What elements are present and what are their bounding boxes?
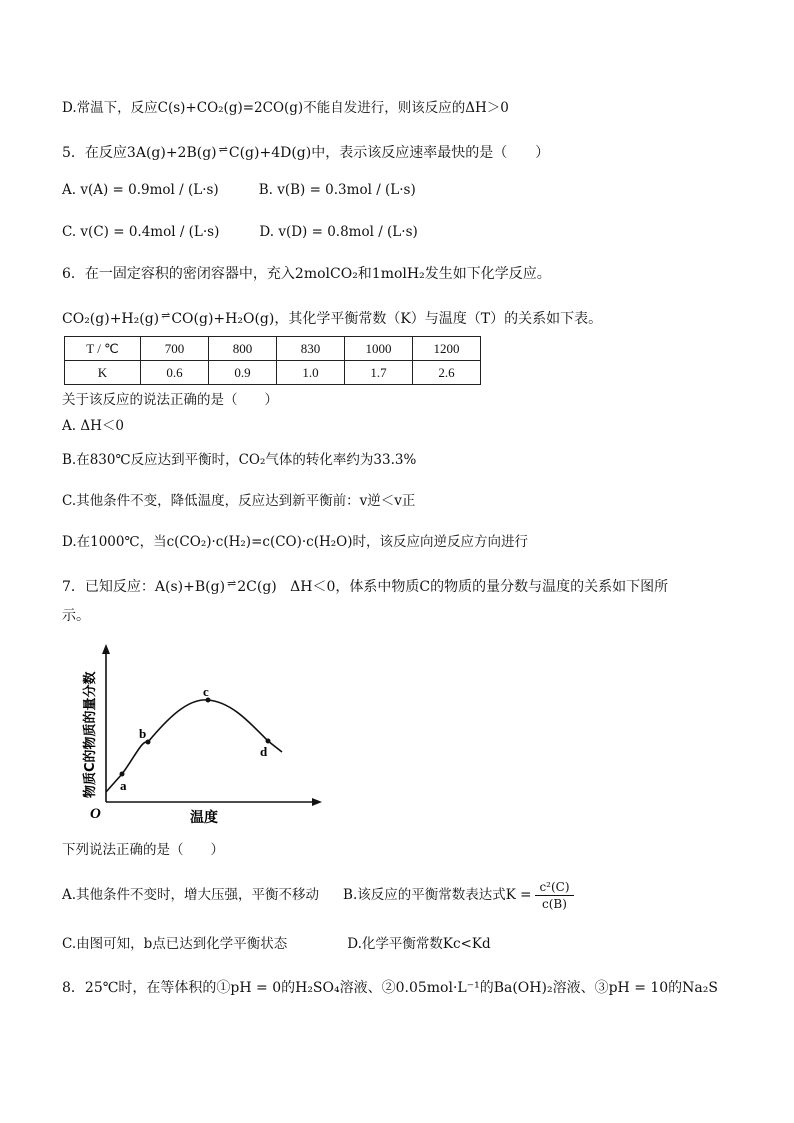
q7-options-ab: A.其他条件不变时，增大压强，平衡不移动 B.该反应的平衡常数表达式K = $\frac{\text{c²(C)}}{c(B)}$ [62,878,574,912]
x-axis-arrow-icon [312,798,322,806]
point-label-b: b [139,726,147,741]
k-expression-fraction: $\frac{\text{c²(C)}}{c(B)}$ [535,879,573,912]
q6-question: 关于该反应的说法正确的是（ ） [62,392,278,408]
q7-question: 下列说法正确的是（ ） [62,842,224,858]
table-cell: 1.7 [345,361,413,385]
reversible-arrow-icon: ⇌ [161,309,170,322]
table-cell: 2.6 [413,361,481,385]
y-axis-label: 物质C的物质的量分数 [83,671,98,798]
table-cell: 830 [277,337,345,361]
mole-fraction-temperature-graph [76,640,336,830]
k-temperature-table [64,336,481,385]
table-header-cell: T / ℃ [65,337,141,361]
point-label-c: c [203,684,209,699]
q7-options-cd: C.由图可知，b点已达到化学平衡状态 D.化学平衡常数Kc<Kd [62,936,491,952]
table-cell: 0.9 [209,361,277,385]
x-axis-label: 温度 [190,810,218,826]
q6-option-d: D.在1000℃，当c(CO₂)·c(H₂)=c(CO)·c(H₂O)时，该反应向逆反应方向进行 [62,534,529,550]
table-cell: 700 [141,337,209,361]
q5-options-ab: A. v(A) = 0.9mol / (L·s) B. v(B) = 0.3mol / (L·s) [62,182,416,198]
point-label-a: a [120,778,127,793]
q8-stem: 8．25℃时，在等体积的①pH = 0的H₂SO₄溶液、②0.05mol·L⁻¹的Ba(OH)₂溶液、③pH = 10的Na₂S [62,980,718,996]
table-cell: 1000 [345,337,413,361]
q7-stem-line2: 示。 [62,608,90,624]
y-axis-arrow-icon [102,644,110,654]
table-cell: 0.6 [141,361,209,385]
reversible-arrow-icon: ⇌ [227,577,236,590]
q7-stem: 7．已知反应：A(s)+B(g) ⇌ 2C(g) ΔH＜0，体系中物质C的物质的量分数与温度的关系如下图所 [62,574,668,597]
table-row [65,361,481,385]
q6-stem-line2: CO₂(g)+H₂(g) ⇌ CO(g)+H₂O(g)，其化学平衡常数（K）与温度（T）的关系如下表。 [62,306,602,329]
table-row [65,337,481,361]
q5-options-cd: C. v(C) = 0.4mol / (L·s) D. v(D) = 0.8mol / (L·s) [62,224,418,240]
point-a [120,772,125,777]
q5-stem: 5．在反应3A(g)+2B(g) ⇌ C(g)+4D(g)中，表示该反应速率最快的是（ ） [62,140,549,163]
q6-option-c: C.其他条件不变，降低温度，反应达到新平衡前：v逆＜v正 [62,493,416,509]
origin-label: O [90,806,101,822]
point-b [146,740,151,745]
table-cell: 1.0 [277,361,345,385]
table-header-cell: K [65,361,141,385]
point-d [266,739,271,744]
q6-option-b: B.在830℃反应达到平衡时，CO₂气体的转化率约为33.3% [62,452,417,468]
point-label-d: d [260,744,268,759]
table-cell: 1200 [413,337,481,361]
table-cell: 800 [209,337,277,361]
q4-option-d: D.常温下，反应C(s)+CO₂(g)=2CO(g)不能自发进行，则该反应的ΔH＞0 [62,100,509,116]
reversible-arrow-icon: ⇌ [218,143,227,156]
mole-fraction-curve [106,700,282,792]
q6-option-a: A. ΔH＜0 [62,418,124,434]
q6-stem-line1: 6．在一固定容积的密闭容器中，充入2molCO₂和1molH₂发生如下化学反应。 [62,266,551,282]
